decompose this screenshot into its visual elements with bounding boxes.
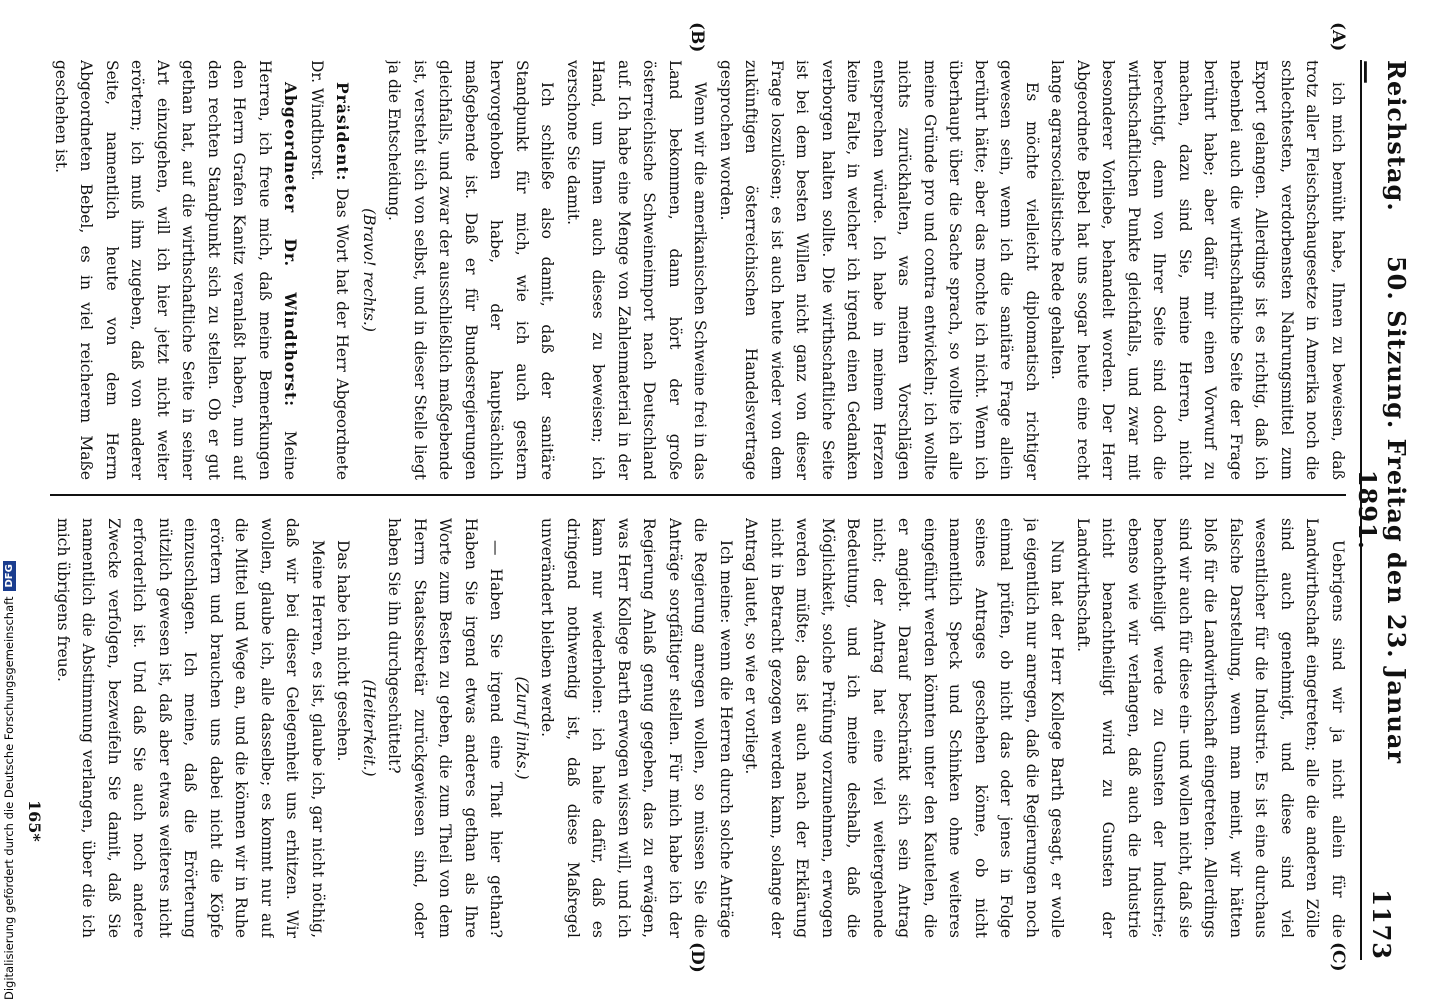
paragraph: Uebrigens sind wir ja nicht allein für die Landwirthschaft eingetreten; alle die anderen Zölle sind auch genehmigt, und diese sind viel wesentlicher für die Industrie. Es ist eine durchaus falsche Darstellung, wenn man meint, wir hätten bloß für die Landwirthschaft eingetreten. Allerdings sind wir auch für diese ein- und wollen nicht, daß sie benachtheiligt werde zu Gunsten der Industrie; ebenso wie wir verlangen, daß auch die Industrie nicht benachtheiligt wird zu Gunsten der Landwirthschaft. <box>1074 518 1347 938</box>
column-divider <box>50 494 1346 496</box>
paragraph: ich mich bemüht habe, Ihnen zu beweisen, daß trotz aller Fleischschaugesetze in Amerika noch die schlechtesten, verdorbensten Nahrungsmittel zum Export gelangen. Allerdings ist es richtig, daß ich nebenbei auch die wirthschaftliche Seite der Frage berührt habe; aber dafür mir einen Vorwurf zu machen, dazu sind Sie, meine Herren, nicht berechtigt, denn von Ihrer Seite sind doch die wirthschaftlichen Punkte gleichfalls, und zwar mit besonderer Vorliebe, behandelt worden. Der Herr Abgeordnete Bebel hat uns sogar heute eine recht lange agrarsocialistische Rede gehalten. <box>1048 60 1347 480</box>
margin-marker-a: (A) <box>1328 22 1348 52</box>
credit-text: Digitalisierung gefördert durch die Deutsche Forschungsgemeinschaft <box>2 596 16 1000</box>
paragraph: Meine Herren, es ist, glaube ich, gar nicht nöthig, daß wir bei dieser Gelegenheit uns erhitzen. Wir wollen, glaube ich, alle dasselbe; es kommt nur auf die Mittel und Wege an, und die können wir in Ruhe erörtern und brauchen uns dabei nicht die Köpfe einzuschlagen. Ich meine, daß die Erörterung nützlich gewesen ist, daß aber etwas weiteres nicht erforderlich ist. Und daß Sie auch noch andere Zwecke verfolgen, bezweifeln Sie damit, daß Sie namentlich die Abstimmung verlangen, über die ich mich übrigens freue. <box>54 518 327 938</box>
dfg-logo: DFG <box>3 561 16 590</box>
margin-marker-c: (C) <box>1328 942 1348 972</box>
left-column <box>50 60 1350 480</box>
speech-text: Das Wort hat der Herr Abgeordnete Dr. Windthorst. <box>308 60 352 480</box>
speech-text: Meine Herren, ich freue mich, daß meine Bemerkungen den Herrn Grafen Kanitz veranlaßt haben, nun auf den rechten Standpunkt sich zu stellen. Ob er gut gethan hat, auf die wirthschaftliche Seite in seiner Art einzugehen, will ich hier jetzt nicht weiter erörtern; ich muß ihm zugeben, daß von anderer Seite, namentlich heute von dem Herrn Abgeordneten Bebel, es in viel reicherem Maße geschehen ist. <box>52 60 300 480</box>
speaker-label: Abgeordneter Dr. Windthorst: <box>281 82 301 408</box>
paragraph: Wenn wir die amerikanischen Schweine frei in das Land bekommen, dann hört der große österreichische Schweineimport nach Deutschland auf. Ich habe eine Menge von Zahlenmaterial in der Hand, um Ihnen auch dieses zu beweisen; ich verschone Sie damit. <box>564 60 710 480</box>
right-column <box>50 518 1350 938</box>
header-title: 50. Sitzung. Freitag den 23. Januar 1891. <box>1353 255 1411 765</box>
margin-marker-d: (D) <box>687 942 707 973</box>
speaker-label: Präsident: <box>333 82 353 182</box>
page-number: 1173 <box>1367 889 1397 960</box>
interjection: (Bravo! rechts.) <box>360 208 378 332</box>
interjection: (Heiterkeit.) <box>360 679 378 777</box>
speaker-paragraph <box>304 60 356 480</box>
margin-marker-b: (B) <box>687 22 707 53</box>
header-left: Reichstag. — <box>1353 60 1411 212</box>
paragraph: Ich schließe also damit, daß der sanitäre Standpunkt für mich, wie ich auch gestern hervorgehoben habe, der hauptsächlich maßgebende ist. Daß er für Bundesregierungen gleichfalls, und zwar der ausschließlich maßgebende ist, versteht sich von selbst, und in dieser Stelle liegt ja die Entscheidung. <box>385 60 557 480</box>
paragraph: Es möchte vielleicht diplomatisch richtiger gewesen sein, wenn ich die sanitäre Frage allein berührt hätte; aber das mochte ich nicht. Wenn ich überhaupt über die Sache sprach, so wollte ich alle meine Gründe pro und contra entwickeln; ich wollte nichts zurückhalten, was meinen Vorschlägen entsprechen würde. Ich habe in meinem Herzen keine Falte, in welcher ich irgend einen Gedanken verborgen halten sollte. Die wirthschaftliche Seite ist bei dem besten Willen nicht ganz von dieser Frage loszulösen; es ist auch heute wieder von dem zukünftigen österreichischen Handelsvertrage gesprochen worden. <box>717 60 1041 480</box>
paragraph: Das habe ich nicht gesehen. <box>334 540 353 762</box>
paragraph: Ich meine: wenn die Herren durch solche Anträge die Regierung anregen wollen, so müssen Sie die Anträge sorgfältiger stellen. Für mich habe ich der Regierung Anlaß genug gegeben, das zu erwägen, was Herr Kollege Barth erwogen wissen will, und ich kann nur wiederholen: ich halte dafür, daß es dringend nothwendig ist, daß diese Maßregel unverändert bleiben werde. <box>538 518 735 938</box>
paragraph: Nun hat der Herr Kollege Barth gesagt, er wolle ja eigentlich nur anregen, daß die Regierungen noch einmal prüfen, ob nicht das oder jenes in Folge seines Antrages geschehen könne, ob nicht namentlich Speck und Schinken ohne weiteres eingeführt werden könnten unter den Kautelen, die er angiebt. Darauf beschränkt sich sein Antrag nicht; der Antrag hat eine viel weitergehende Bedeutung, und ich meine deshalb, daß die Möglichkeit, solche Prüfung vorzunehmen, erwogen werden müßte; das ist auch nach der Erklärung nicht in Betracht gezogen werden kann, solange der Antrag lautet, so wie er vorliegt. <box>742 518 1067 938</box>
interjection: (Zuruf links.) <box>513 676 531 780</box>
page-header <box>1353 60 1411 960</box>
digitization-credit <box>2 0 16 1000</box>
page-signature: 165* <box>25 800 44 842</box>
speaker-paragraph <box>50 60 304 480</box>
paragraph: — Haben Sie irgend eine That hier gethan? Haben Sie irgend etwas anderes gethan als Ihre Worte zum Besten zu geben, die zum Theil von dem Herrn Staatssekretär zurückgewiesen sind, oder haben Sie ihn durchgeschüttelt? <box>385 518 506 938</box>
